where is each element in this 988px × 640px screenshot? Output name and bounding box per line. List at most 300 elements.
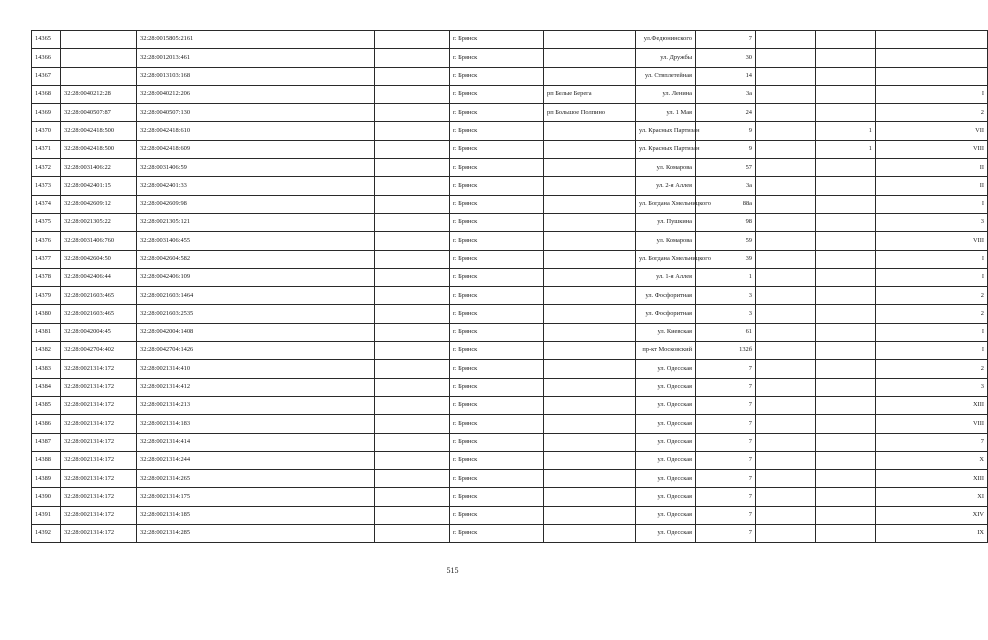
house-number-cell: 9 xyxy=(696,140,756,158)
parcel-cadastral-cell: 32:28:0042704:402 xyxy=(61,342,137,360)
floor-cell: 3 xyxy=(876,213,988,231)
house-number-cell: 7 xyxy=(696,433,756,451)
object-cadastral-cell: 32:28:0021314:244 xyxy=(137,451,375,469)
object-cadastral-cell: 32:28:0042418:609 xyxy=(137,140,375,158)
street-cell: ул. Красных Партизан xyxy=(636,122,696,140)
building-cell xyxy=(816,213,876,231)
row-number-cell: 14389 xyxy=(32,470,61,488)
parcel-cadastral-cell: 32:28:0042406:44 xyxy=(61,268,137,286)
house-number-cell: 7 xyxy=(696,488,756,506)
row-number-cell: 14368 xyxy=(32,85,61,103)
parcel-cadastral-cell: 32:28:0021314:172 xyxy=(61,525,137,543)
house-number-cell: 3 xyxy=(696,305,756,323)
street-cell: ул. Одесская xyxy=(636,470,696,488)
locality-cell: рп Большое Полпино xyxy=(544,104,636,122)
street-cell: ул. Одесская xyxy=(636,415,696,433)
object-cadastral-cell: 32:28:0021305:121 xyxy=(137,213,375,231)
table-row xyxy=(32,360,988,378)
street-cell: ул. Фосфоритная xyxy=(636,287,696,305)
table-row xyxy=(32,506,988,524)
extra-cell xyxy=(756,415,816,433)
locality-cell xyxy=(544,525,636,543)
row-number-cell: 14386 xyxy=(32,415,61,433)
floor-cell: IX xyxy=(876,525,988,543)
table-row xyxy=(32,67,988,85)
extra-cell xyxy=(756,31,816,49)
house-number-cell: 7 xyxy=(696,415,756,433)
empty-cell xyxy=(375,305,450,323)
city-cell: г. Брянск xyxy=(450,342,544,360)
floor-cell: XIV xyxy=(876,506,988,524)
building-cell xyxy=(816,159,876,177)
row-number-cell: 14375 xyxy=(32,213,61,231)
city-cell: г. Брянск xyxy=(450,213,544,231)
parcel-cadastral-cell: 32:28:0031406:760 xyxy=(61,232,137,250)
empty-cell xyxy=(375,232,450,250)
row-number-cell: 14391 xyxy=(32,506,61,524)
house-number-cell: 7 xyxy=(696,360,756,378)
locality-cell xyxy=(544,177,636,195)
floor-cell: 3 xyxy=(876,378,988,396)
locality-cell xyxy=(544,31,636,49)
building-cell xyxy=(816,232,876,250)
extra-cell xyxy=(756,433,816,451)
parcel-cadastral-cell: 32:28:0021305:22 xyxy=(61,213,137,231)
row-number-cell: 14366 xyxy=(32,49,61,67)
object-cadastral-cell: 32:28:0021314:185 xyxy=(137,506,375,524)
empty-cell xyxy=(375,287,450,305)
row-number-cell: 14367 xyxy=(32,67,61,85)
city-cell: г. Брянск xyxy=(450,451,544,469)
object-cadastral-cell: 32:28:0042609:98 xyxy=(137,195,375,213)
city-cell: г. Брянск xyxy=(450,396,544,414)
floor-cell: XIII xyxy=(876,396,988,414)
building-cell xyxy=(816,85,876,103)
object-cadastral-cell: 32:28:0042418:610 xyxy=(137,122,375,140)
floor-cell: II xyxy=(876,177,988,195)
row-number-cell: 14380 xyxy=(32,305,61,323)
building-cell xyxy=(816,525,876,543)
house-number-cell: 3а xyxy=(696,177,756,195)
building-cell xyxy=(816,195,876,213)
street-cell: ул. Красных Партизан xyxy=(636,140,696,158)
empty-cell xyxy=(375,342,450,360)
empty-cell xyxy=(375,268,450,286)
empty-cell xyxy=(375,525,450,543)
locality-cell xyxy=(544,159,636,177)
parcel-cadastral-cell: 32:28:0040507:87 xyxy=(61,104,137,122)
street-cell: ул. Одесская xyxy=(636,378,696,396)
city-cell: г. Брянск xyxy=(450,140,544,158)
building-cell xyxy=(816,49,876,67)
city-cell: г. Брянск xyxy=(450,323,544,341)
parcel-cadastral-cell: 32:28:0021314:172 xyxy=(61,378,137,396)
extra-cell xyxy=(756,323,816,341)
floor-cell: VIII xyxy=(876,140,988,158)
object-cadastral-cell: 32:28:0042704:1426 xyxy=(137,342,375,360)
empty-cell xyxy=(375,488,450,506)
extra-cell xyxy=(756,396,816,414)
object-cadastral-cell: 32:28:0015805:2161 xyxy=(137,31,375,49)
parcel-cadastral-cell: 32:28:0042418:500 xyxy=(61,140,137,158)
table-row xyxy=(32,85,988,103)
empty-cell xyxy=(375,213,450,231)
floor-cell: I xyxy=(876,250,988,268)
house-number-cell: 7 xyxy=(696,451,756,469)
building-cell xyxy=(816,177,876,195)
house-number-cell: 7 xyxy=(696,396,756,414)
table-body xyxy=(32,31,988,543)
table-row xyxy=(32,396,988,414)
extra-cell xyxy=(756,268,816,286)
parcel-cadastral-cell: 32:28:0042609:12 xyxy=(61,195,137,213)
locality-cell xyxy=(544,506,636,524)
building-cell xyxy=(816,488,876,506)
locality-cell xyxy=(544,360,636,378)
floor-cell: I xyxy=(876,85,988,103)
row-number-cell: 14383 xyxy=(32,360,61,378)
extra-cell xyxy=(756,488,816,506)
city-cell: г. Брянск xyxy=(450,525,544,543)
row-number-cell: 14378 xyxy=(32,268,61,286)
extra-cell xyxy=(756,122,816,140)
table-row xyxy=(32,470,988,488)
locality-cell xyxy=(544,140,636,158)
row-number-cell: 14385 xyxy=(32,396,61,414)
parcel-cadastral-cell xyxy=(61,67,137,85)
object-cadastral-cell: 32:28:0042604:582 xyxy=(137,250,375,268)
floor-cell: 2 xyxy=(876,104,988,122)
city-cell: г. Брянск xyxy=(450,31,544,49)
city-cell: г. Брянск xyxy=(450,488,544,506)
floor-cell: XIII xyxy=(876,470,988,488)
locality-cell xyxy=(544,49,636,67)
building-cell xyxy=(816,506,876,524)
row-number-cell: 14388 xyxy=(32,451,61,469)
row-number-cell: 14384 xyxy=(32,378,61,396)
empty-cell xyxy=(375,378,450,396)
extra-cell xyxy=(756,177,816,195)
empty-cell xyxy=(375,195,450,213)
floor-cell: XI xyxy=(876,488,988,506)
parcel-cadastral-cell: 32:28:0021314:172 xyxy=(61,396,137,414)
object-cadastral-cell: 32:28:0040507:130 xyxy=(137,104,375,122)
street-cell: ул. Киевская xyxy=(636,323,696,341)
city-cell: г. Брянск xyxy=(450,122,544,140)
extra-cell xyxy=(756,287,816,305)
building-cell xyxy=(816,415,876,433)
floor-cell: VIII xyxy=(876,415,988,433)
building-cell xyxy=(816,250,876,268)
row-number-cell: 14377 xyxy=(32,250,61,268)
page-number: 515 xyxy=(446,566,459,575)
locality-cell xyxy=(544,268,636,286)
empty-cell xyxy=(375,31,450,49)
building-cell xyxy=(816,268,876,286)
empty-cell xyxy=(375,360,450,378)
floor-cell xyxy=(876,49,988,67)
floor-cell: II xyxy=(876,159,988,177)
floor-cell: 2 xyxy=(876,305,988,323)
parcel-cadastral-cell xyxy=(61,31,137,49)
city-cell: г. Брянск xyxy=(450,67,544,85)
building-cell xyxy=(816,360,876,378)
table-row xyxy=(32,415,988,433)
object-cadastral-cell: 32:28:0013103:168 xyxy=(137,67,375,85)
house-number-cell: 132б xyxy=(696,342,756,360)
extra-cell xyxy=(756,470,816,488)
city-cell: г. Брянск xyxy=(450,378,544,396)
extra-cell xyxy=(756,159,816,177)
table-row xyxy=(32,488,988,506)
floor-cell: 2 xyxy=(876,360,988,378)
street-cell: ул. Одесская xyxy=(636,433,696,451)
row-number-cell: 14371 xyxy=(32,140,61,158)
row-number-cell: 14376 xyxy=(32,232,61,250)
object-cadastral-cell: 32:28:0021603:2535 xyxy=(137,305,375,323)
house-number-cell: 7 xyxy=(696,470,756,488)
table-row xyxy=(32,342,988,360)
house-number-cell: 98 xyxy=(696,213,756,231)
extra-cell xyxy=(756,525,816,543)
locality-cell xyxy=(544,122,636,140)
locality-cell xyxy=(544,451,636,469)
empty-cell xyxy=(375,177,450,195)
table-row xyxy=(32,250,988,268)
house-number-cell: 1 xyxy=(696,268,756,286)
parcel-cadastral-cell: 32:28:0040212:28 xyxy=(61,85,137,103)
house-number-cell: 7 xyxy=(696,31,756,49)
empty-cell xyxy=(375,415,450,433)
city-cell: г. Брянск xyxy=(450,287,544,305)
building-cell xyxy=(816,104,876,122)
table-row xyxy=(32,433,988,451)
table-row xyxy=(32,104,988,122)
extra-cell xyxy=(756,232,816,250)
locality-cell xyxy=(544,415,636,433)
city-cell: г. Брянск xyxy=(450,305,544,323)
house-number-cell: 7 xyxy=(696,506,756,524)
city-cell: г. Брянск xyxy=(450,250,544,268)
row-number-cell: 14387 xyxy=(32,433,61,451)
extra-cell xyxy=(756,305,816,323)
parcel-cadastral-cell: 32:28:0021314:172 xyxy=(61,433,137,451)
empty-cell xyxy=(375,159,450,177)
empty-cell xyxy=(375,49,450,67)
empty-cell xyxy=(375,67,450,85)
empty-cell xyxy=(375,470,450,488)
street-cell: ул. Богдана Хмельницкого xyxy=(636,250,696,268)
street-cell: ул.Федюнинского xyxy=(636,31,696,49)
object-cadastral-cell: 32:28:0040212:206 xyxy=(137,85,375,103)
building-cell xyxy=(816,451,876,469)
building-cell xyxy=(816,305,876,323)
row-number-cell: 14369 xyxy=(32,104,61,122)
city-cell: г. Брянск xyxy=(450,268,544,286)
object-cadastral-cell: 32:28:0021314:410 xyxy=(137,360,375,378)
city-cell: г. Брянск xyxy=(450,159,544,177)
empty-cell xyxy=(375,396,450,414)
parcel-cadastral-cell: 32:28:0021314:172 xyxy=(61,415,137,433)
city-cell: г. Брянск xyxy=(450,49,544,67)
table-row xyxy=(32,140,988,158)
house-number-cell: 61 xyxy=(696,323,756,341)
street-cell: ул. 1-я Аллея xyxy=(636,268,696,286)
locality-cell xyxy=(544,396,636,414)
empty-cell xyxy=(375,451,450,469)
object-cadastral-cell: 32:28:0021314:265 xyxy=(137,470,375,488)
empty-cell xyxy=(375,85,450,103)
table-row xyxy=(32,49,988,67)
table-row xyxy=(32,305,988,323)
parcel-cadastral-cell: 32:28:0042401:15 xyxy=(61,177,137,195)
street-cell: ул. 1 Мая xyxy=(636,104,696,122)
row-number-cell: 14392 xyxy=(32,525,61,543)
locality-cell xyxy=(544,195,636,213)
building-cell: 1 xyxy=(816,140,876,158)
row-number-cell: 14365 xyxy=(32,31,61,49)
row-number-cell: 14372 xyxy=(32,159,61,177)
locality-cell xyxy=(544,488,636,506)
building-cell xyxy=(816,342,876,360)
locality-cell xyxy=(544,213,636,231)
locality-cell xyxy=(544,433,636,451)
street-cell: ул. 2-я Аллея xyxy=(636,177,696,195)
table-row xyxy=(32,232,988,250)
street-cell: ул. Фосфоритная xyxy=(636,305,696,323)
extra-cell xyxy=(756,250,816,268)
house-number-cell: 3 xyxy=(696,287,756,305)
building-cell xyxy=(816,378,876,396)
object-cadastral-cell: 32:28:0021314:285 xyxy=(137,525,375,543)
city-cell: г. Брянск xyxy=(450,360,544,378)
floor-cell: 2 xyxy=(876,287,988,305)
parcel-cadastral-cell: 32:28:0021314:172 xyxy=(61,488,137,506)
parcel-cadastral-cell: 32:28:0042004:45 xyxy=(61,323,137,341)
table-row xyxy=(32,122,988,140)
street-cell: ул. Одесская xyxy=(636,396,696,414)
parcel-cadastral-cell xyxy=(61,49,137,67)
locality-cell xyxy=(544,232,636,250)
street-cell: ул. Комарова xyxy=(636,159,696,177)
locality-cell xyxy=(544,67,636,85)
locality-cell xyxy=(544,287,636,305)
table-row xyxy=(32,195,988,213)
floor-cell: I xyxy=(876,323,988,341)
city-cell: г. Брянск xyxy=(450,177,544,195)
locality-cell xyxy=(544,378,636,396)
street-cell: ул. Ленина xyxy=(636,85,696,103)
floor-cell: VII xyxy=(876,122,988,140)
extra-cell xyxy=(756,506,816,524)
house-number-cell: 7 xyxy=(696,378,756,396)
parcel-cadastral-cell: 32:28:0021314:172 xyxy=(61,506,137,524)
table-row xyxy=(32,268,988,286)
empty-cell xyxy=(375,323,450,341)
object-cadastral-cell: 32:28:0012013:461 xyxy=(137,49,375,67)
floor-cell xyxy=(876,31,988,49)
extra-cell xyxy=(756,67,816,85)
street-cell: ул. Богдана Хмельницкого xyxy=(636,195,696,213)
street-cell: ул. Одесская xyxy=(636,506,696,524)
city-cell: г. Брянск xyxy=(450,470,544,488)
extra-cell xyxy=(756,342,816,360)
floor-cell: I xyxy=(876,268,988,286)
object-cadastral-cell: 32:28:0042401:33 xyxy=(137,177,375,195)
object-cadastral-cell: 32:28:0021314:175 xyxy=(137,488,375,506)
extra-cell xyxy=(756,104,816,122)
extra-cell xyxy=(756,213,816,231)
extra-cell xyxy=(756,360,816,378)
row-number-cell: 14382 xyxy=(32,342,61,360)
street-cell: ул. Одесская xyxy=(636,525,696,543)
street-cell: ул. Комарова xyxy=(636,232,696,250)
building-cell: 1 xyxy=(816,122,876,140)
house-number-cell: 88а xyxy=(696,195,756,213)
city-cell: г. Брянск xyxy=(450,506,544,524)
row-number-cell: 14373 xyxy=(32,177,61,195)
object-cadastral-cell: 32:28:0021314:183 xyxy=(137,415,375,433)
street-cell: ул. Дружбы xyxy=(636,49,696,67)
locality-cell xyxy=(544,323,636,341)
row-number-cell: 14381 xyxy=(32,323,61,341)
empty-cell xyxy=(375,104,450,122)
extra-cell xyxy=(756,49,816,67)
parcel-cadastral-cell: 32:28:0021603:465 xyxy=(61,287,137,305)
house-number-cell: 7 xyxy=(696,525,756,543)
object-cadastral-cell: 32:28:0031406:455 xyxy=(137,232,375,250)
extra-cell xyxy=(756,451,816,469)
locality-cell xyxy=(544,342,636,360)
table-row xyxy=(32,177,988,195)
house-number-cell: 57 xyxy=(696,159,756,177)
street-cell: ул. Одесская xyxy=(636,360,696,378)
table-row xyxy=(32,451,988,469)
house-number-cell: 3а xyxy=(696,85,756,103)
street-cell: пр-кт Московский xyxy=(636,342,696,360)
house-number-cell: 9 xyxy=(696,122,756,140)
parcel-cadastral-cell: 32:28:0031406:22 xyxy=(61,159,137,177)
house-number-cell: 39 xyxy=(696,250,756,268)
row-number-cell: 14370 xyxy=(32,122,61,140)
table-row xyxy=(32,159,988,177)
empty-cell xyxy=(375,433,450,451)
building-cell xyxy=(816,31,876,49)
building-cell xyxy=(816,323,876,341)
locality-cell xyxy=(544,250,636,268)
building-cell xyxy=(816,433,876,451)
house-number-cell: 59 xyxy=(696,232,756,250)
city-cell: г. Брянск xyxy=(450,195,544,213)
parcel-cadastral-cell: 32:28:0042418:500 xyxy=(61,122,137,140)
object-cadastral-cell: 32:28:0021603:1464 xyxy=(137,287,375,305)
floor-cell: VIII xyxy=(876,232,988,250)
empty-cell xyxy=(375,140,450,158)
parcel-cadastral-cell: 32:28:0021314:172 xyxy=(61,470,137,488)
parcel-cadastral-cell: 32:28:0042604:50 xyxy=(61,250,137,268)
floor-cell: X xyxy=(876,451,988,469)
property-table xyxy=(31,30,988,543)
floor-cell: I xyxy=(876,195,988,213)
parcel-cadastral-cell: 32:28:0021314:172 xyxy=(61,451,137,469)
locality-cell xyxy=(544,470,636,488)
street-cell: ул. Одесская xyxy=(636,451,696,469)
city-cell: г. Брянск xyxy=(450,104,544,122)
table-row xyxy=(32,525,988,543)
building-cell xyxy=(816,396,876,414)
floor-cell: I xyxy=(876,342,988,360)
house-number-cell: 14 xyxy=(696,67,756,85)
